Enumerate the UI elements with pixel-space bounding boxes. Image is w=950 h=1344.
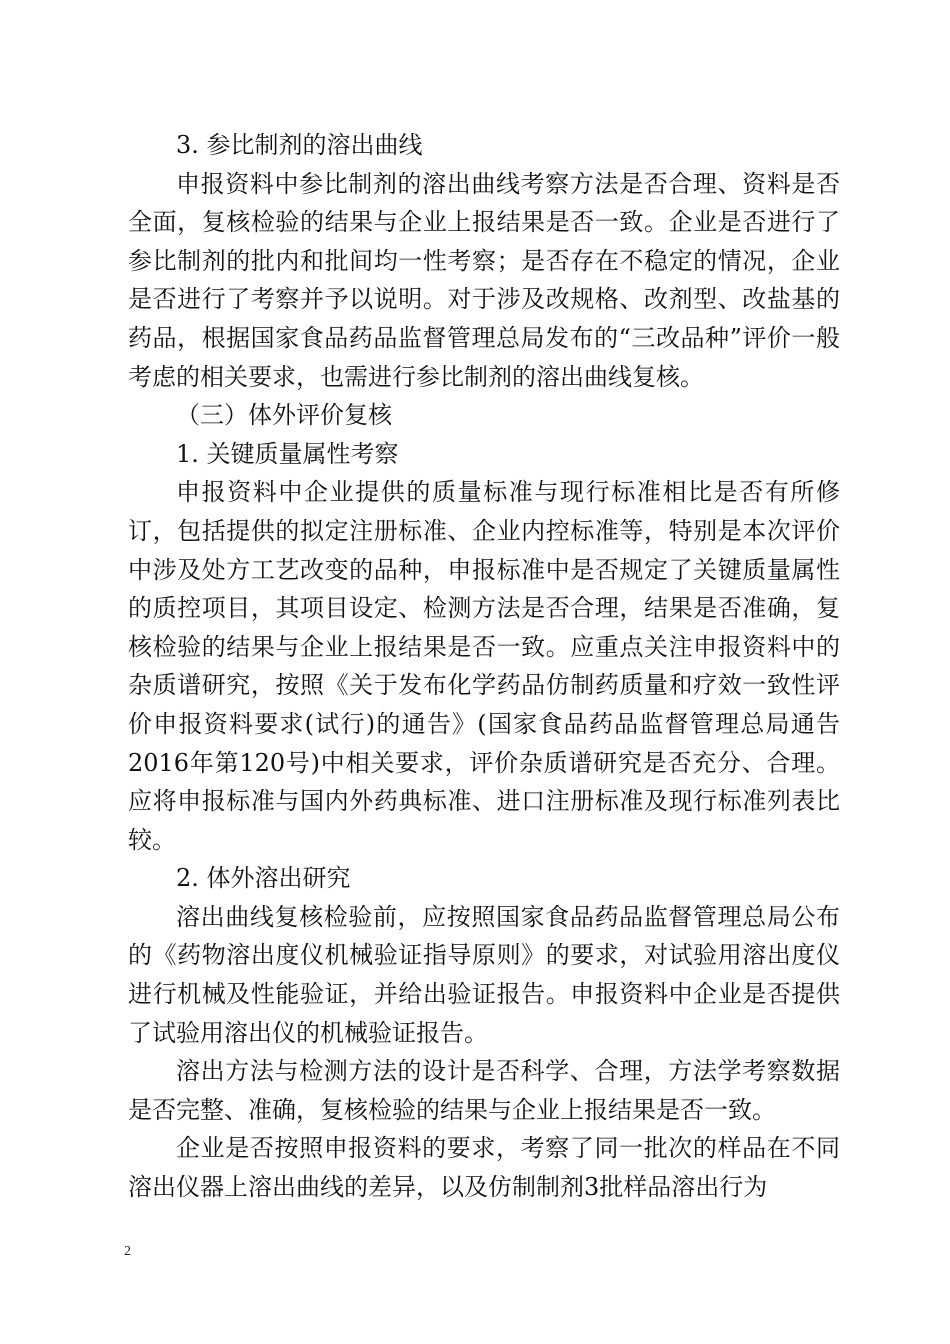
section-heading-in-vitro-review: （三）体外评价复核 (176, 401, 392, 430)
paragraph-batch-comparison: 企业是否按照申报资料的要求，考察了同一批次的样品在不同溶出仪器上溶出曲线的差异，以及仿制制剂3批样品溶出行为 (128, 1134, 840, 1202)
section-heading-reference-dissolution: 3. 参比制剂的溶出曲线 (176, 131, 423, 159)
document-body (128, 126, 840, 1207)
paragraph-dissolution-methods: 溶出方法与检测方法的设计是否科学、合理，方法学考察数据是否完整、准确，复核检验的结果与企业上报结果是否一致。 (128, 1057, 840, 1124)
paragraph-reference-dissolution: 申报资料中参比制剂的溶出曲线考察方法是否合理、资料是否全面，复核检验的结果与企业上报结果是否一致。企业是否进行了参比制剂的批内和批间均一性考察；是否存在不稳定的情况，企业是否进行了考察并予以说明。对于涉及改规格、改剂型、改盐基的药品，根据国家食品药品监督管理总局发布的“三改品种”评价一般考虑的相关要求，也需进行参比制剂的溶出曲线复核。 (128, 169, 840, 391)
paragraph-quality-standards: 申报资料中企业提供的质量标准与现行标准相比是否有所修订，包括提供的拟定注册标准、企业内控标准等，特别是本次评价中涉及处方工艺改变的品种，申报标准中是否规定了关键质量属性的质控项目，其项目设定、检测方法是否合理，结果是否准确，复核检验的结果与企业上报结果是否一致。应重点关注申报资料中的杂质谱研究，按照《关于发布化学药品仿制药质量和疗效一致性评价申报资料要求(试行)的通告》(国家食品药品监督管理总局通告2016年第120号)中相关要求，评价杂质谱研究是否充分、合理。应将申报标准与国内外药典标准、进口注册标准及现行标准列表比较。 (128, 478, 840, 854)
page-number: 2 (124, 1244, 131, 1259)
section-heading-critical-quality-attributes: 1. 关键质量属性考察 (176, 439, 399, 468)
section-heading-in-vitro-dissolution: 2. 体外溶出研究 (176, 864, 351, 893)
paragraph-dissolution-apparatus: 溶出曲线复核检验前，应按照国家食品药品监督管理总局公布的《药物溶出度仪机械验证指导原则》的要求，对试验用溶出度仪进行机械及性能验证，并给出验证报告。申报资料中企业是否提供了试验用溶出仪的机械验证报告。 (128, 902, 840, 1047)
